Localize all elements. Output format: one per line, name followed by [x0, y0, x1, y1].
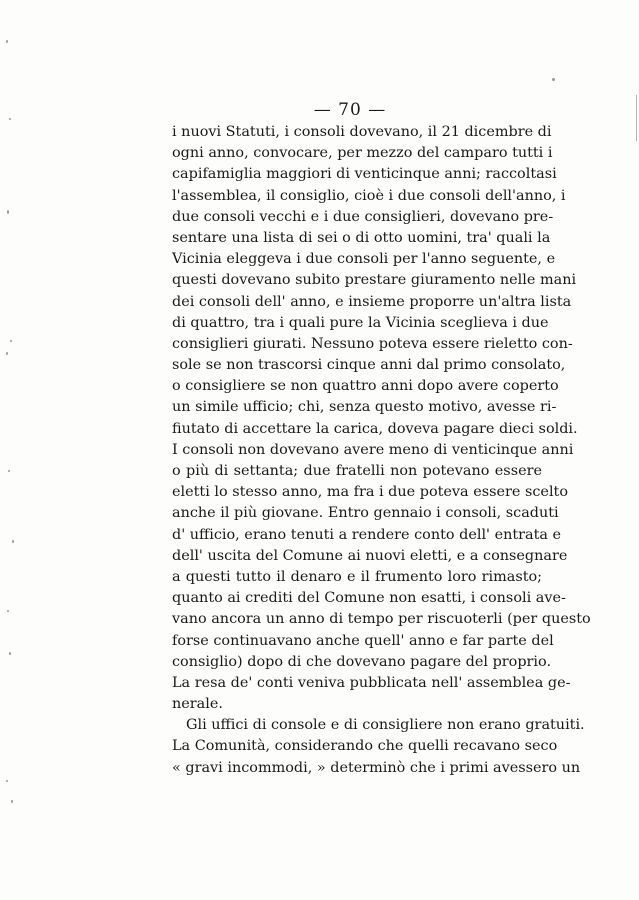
text-line: Gli uffici di console e di consigliere non erano gratuiti.	[186, 717, 585, 734]
page-number: — 70 —	[313, 100, 387, 120]
text-line: due consoli vecchi e i due consiglieri, dovevano pre-	[172, 208, 554, 225]
text-line: d' ufficio, erano tenuti a rendere conto dell' entrata e	[172, 526, 562, 543]
text-line: l'assemblea, il consiglio, cioè i due consoli dell'anno, i	[172, 187, 566, 204]
text-line: i nuovi Statuti, i consoli dovevano, il 21 dicembre di	[172, 124, 552, 140]
scan-speck	[7, 210, 9, 214]
text-line: questi dovevano subito prestare giuramento nelle mani	[172, 272, 577, 289]
text-line: consiglio) dopo di che dovevano pagare del proprio.	[172, 653, 552, 670]
scan-speck	[8, 470, 10, 472]
scan-edge-mark	[632, 95, 637, 141]
text-line: capifamiglia maggiori di venticinque anni; raccoltasi	[172, 166, 557, 183]
text-line: La resa de' conti veniva pubblicata nell' assemblea ge-	[172, 674, 571, 691]
text-line: I consoli non dovevano avere meno di venticinque anni	[172, 441, 574, 458]
scan-speck	[6, 780, 8, 782]
text-line: sentare una lista di sei o di otto uomini, tra' quali la	[172, 229, 551, 246]
text-line: Vicinia eleggeva i due consoli per l'anno seguente, e	[172, 251, 556, 268]
scan-speck	[6, 352, 8, 355]
scan-speck	[9, 652, 11, 655]
text-line: dei consoli dell' anno, e insieme proporre un'altra lista	[172, 293, 572, 310]
text-line: fiutato di accettare la carica, doveva pagare dieci soldi.	[172, 420, 578, 437]
text-line: ogni anno, convocare, per mezzo del camparo tutti i	[172, 145, 553, 162]
text-line: un simile ufficio; chi, senza questo motivo, avesse ri-	[172, 399, 557, 416]
text-line: « gravi incommodi, » determinò che i primi avessero un	[172, 759, 581, 776]
text-line: dell' uscita del Comune ai nuovi eletti, e a consegnare	[172, 547, 568, 564]
text-line: consiglieri giurati. Nessuno poteva essere rieletto con-	[172, 335, 573, 352]
scan-speck	[10, 340, 12, 342]
text-line: a questi tutto il denaro e il frumento loro rimasto;	[172, 568, 542, 585]
text-line: nerale.	[172, 696, 223, 713]
text-line: forse continuavano anche quell' anno e far parte del	[172, 632, 554, 649]
scan-speck	[12, 540, 14, 543]
text-line: vano ancora un anno di tempo per riscuoterli (per questo	[172, 611, 591, 628]
text-line: quanto ai crediti del Comune non esatti, i consoli ave-	[172, 590, 566, 607]
text-line: sole se non trascorsi cinque anni dal primo consolato,	[172, 357, 566, 374]
text-line: anche il più giovane. Entro gennaio i consoli, scaduti	[172, 505, 559, 522]
scan-speck	[9, 118, 11, 120]
text-line: di quattro, tra i quali pure la Vicinia sceglieva i due	[172, 314, 549, 331]
body-text	[172, 122, 591, 779]
scan-speck	[552, 78, 555, 81]
text-line: La Comunità, considerando che quelli recavano seco	[172, 738, 558, 755]
scan-speck	[6, 40, 8, 43]
text-line: o consigliere se non quattro anni dopo avere coperto	[172, 378, 559, 395]
text-line: eletti lo stesso anno, ma fra i due poteva essere scelto	[172, 484, 568, 501]
scan-speck	[11, 800, 13, 803]
text-line: o più di settanta; due fratelli non potevano essere	[172, 463, 542, 479]
scan-speck	[7, 610, 9, 612]
